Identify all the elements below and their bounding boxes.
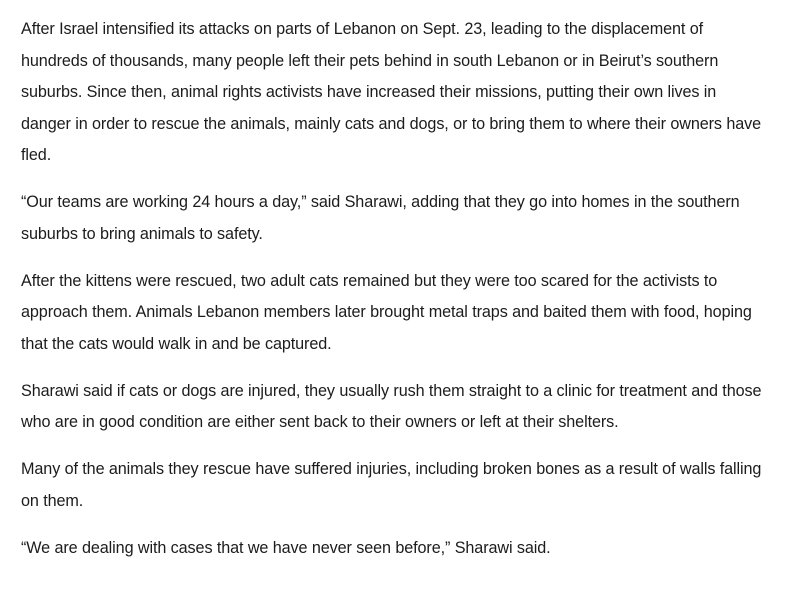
article-paragraph-2: “Our teams are working 24 hours a day,” said Sharawi, adding that they go into homes in the southern suburbs to bring animals to safety. bbox=[21, 193, 740, 243]
article-paragraph-3: After the kittens were rescued, two adult cats remained but they were too scared for the activists to approach them. Animals Lebanon members later brought metal traps and baited them with food, hoping that the cats would walk in and be captured. bbox=[21, 271, 752, 353]
article-body bbox=[21, 14, 769, 580]
article-paragraph-1: After Israel intensified its attacks on parts of Lebanon on Sept. 23, leading to the displacement of hundreds of thousands, many people left their pets behind in south Lebanon or in Beirut’s southern suburbs. Since then, animal rights activists have increased their missions, putting their own lives in danger in order to rescue the animals, mainly cats and dogs, or to bring them to where their owners have fled. bbox=[21, 20, 762, 164]
article-paragraph-5: Many of the animals they rescue have suffered injuries, including broken bones as a result of walls falling on them. bbox=[21, 460, 762, 510]
article-paragraph-4: Sharawi said if cats or dogs are injured, they usually rush them straight to a clinic for treatment and those who are in good condition are either sent back to their owners or left at their shelters. bbox=[21, 381, 762, 431]
article-paragraph-6: “We are dealing with cases that we have never seen before,” Sharawi said. bbox=[21, 538, 551, 557]
